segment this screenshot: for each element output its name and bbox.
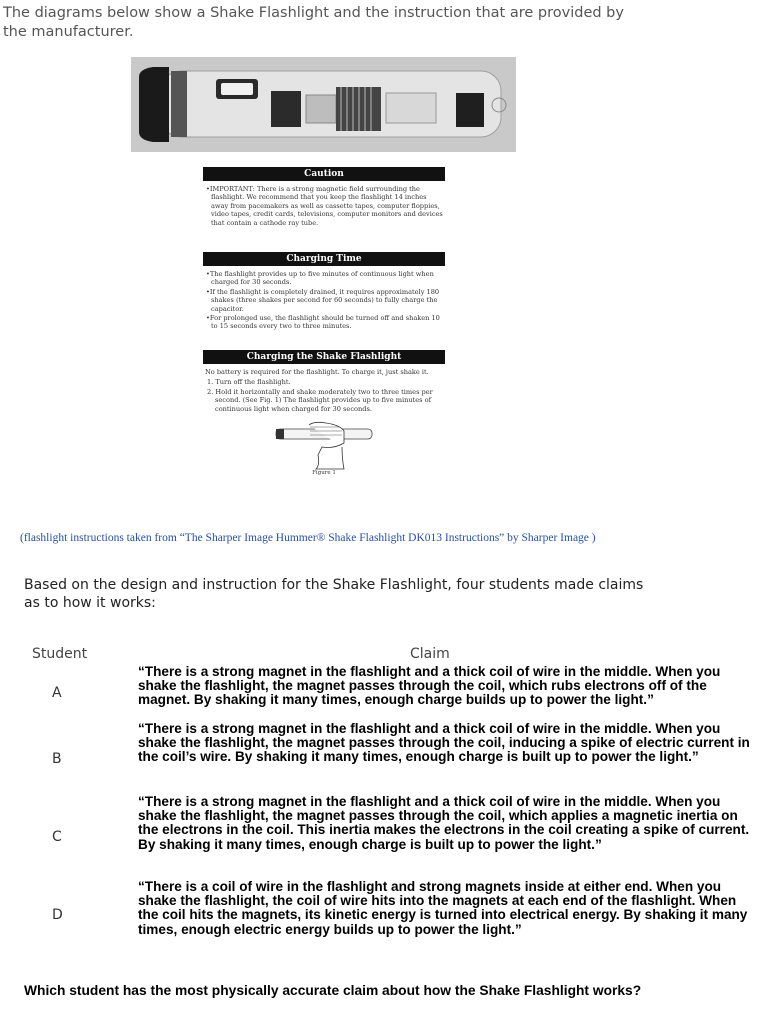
student-column-header: Student [32, 646, 88, 662]
charging-step: 2. Hold it horizontally and shake moderately two to three times per second. (See Fig. 1) The flashlight provides up to five minutes of continuous light when charged for 30 seconds. [207, 387, 433, 413]
charging-time-item: •If the flashlight is completely drained, it requires approximately 180 shakes (three shakes per second for 60 seconds) to fully charge the capacitor. [206, 287, 440, 313]
charging-step: 1. Turn off the flashlight. [207, 378, 291, 387]
question-text: Based on the design and instruction for the Shake Flashlight, four students made claims as to how it works: [24, 577, 644, 611]
student-letter: C [52, 829, 62, 845]
student-letter: A [52, 685, 62, 701]
caution-text: •IMPORTANT: There is a strong magnetic field surrounding the flashlight. We recommend that you keep the flashlight 14 inches away from pacemakers as well as cassette tapes, computer floppies, video tapes, credit cards, televisions, computer monitors and devices that contain a cathode ray tube. [206, 185, 443, 227]
intro-text: The diagrams below show a Shake Flashlight and the instruction that are provided by the manufacturer. [3, 5, 624, 40]
claim-text: “There is a coil of wire in the flashlight and strong magnets inside at either end. When you shake the flashlight, the coil of wire hits into the magnets at each end of the flashlight. When the coil hits the magnets, its kinetic energy is turned into electrical energy. By shaking it many times, enough electric energy builds up to power the light.” [138, 879, 748, 937]
figure-caption: Figure 1 [312, 469, 336, 476]
charging-time-heading: Charging Time [203, 252, 445, 266]
claim-column-header: Claim [410, 646, 450, 662]
source-credit: (flashlight instructions taken from “The Sharper Image Hummer® Shake Flashlight DK013 Instructions” by Sharper Image ) [20, 532, 596, 544]
claim-text: “There is a strong magnet in the flashlight and a thick coil of wire in the middle. When you shake the flashlight, the magnet passes through the coil, which applies a magnetic inertia on the electrons in the coil. This inertia makes the electrons in the coil creating a spike of current. By shaking it many times, enough charge is built up to power the light.” [138, 794, 750, 852]
caution-heading: Caution [203, 167, 445, 181]
student-letter: D [52, 907, 63, 923]
charging-flashlight-heading: Charging the Shake Flashlight [203, 350, 445, 364]
hand-shaking-figure [274, 419, 374, 471]
instruction-card [203, 167, 445, 477]
final-question: Which student has the most physically accurate claim about how the Shake Flashlight works? [24, 983, 642, 998]
student-letter: B [52, 751, 62, 767]
claim-text: “There is a strong magnet in the flashlight and a thick coil of wire in the middle. When you shake the flashlight, the magnet passes through the coil, which rubs electrons off of the magnet. By shaking it many times, enough charge builds up to power the light.” [138, 664, 721, 708]
claim-text: “There is a strong magnet in the flashlight and a thick coil of wire in the middle. When you shake the flashlight, the magnet passes through the coil, inducing a spike of electric current in the coil’s wire. By shaking it many times, enough charge is built up to power the light.” [138, 721, 750, 765]
charging-time-item: •The flashlight provides up to five minutes of continuous light when charged for 30 seconds. [206, 270, 434, 287]
charging-intro: No battery is required for the flashlight. To charge it, just shake it. [205, 367, 429, 376]
flashlight-photo [131, 57, 516, 152]
charging-time-item: •For prolonged use, the flashlight should be turned off and shaken 10 to 15 seconds every two to three minutes. [206, 314, 440, 331]
